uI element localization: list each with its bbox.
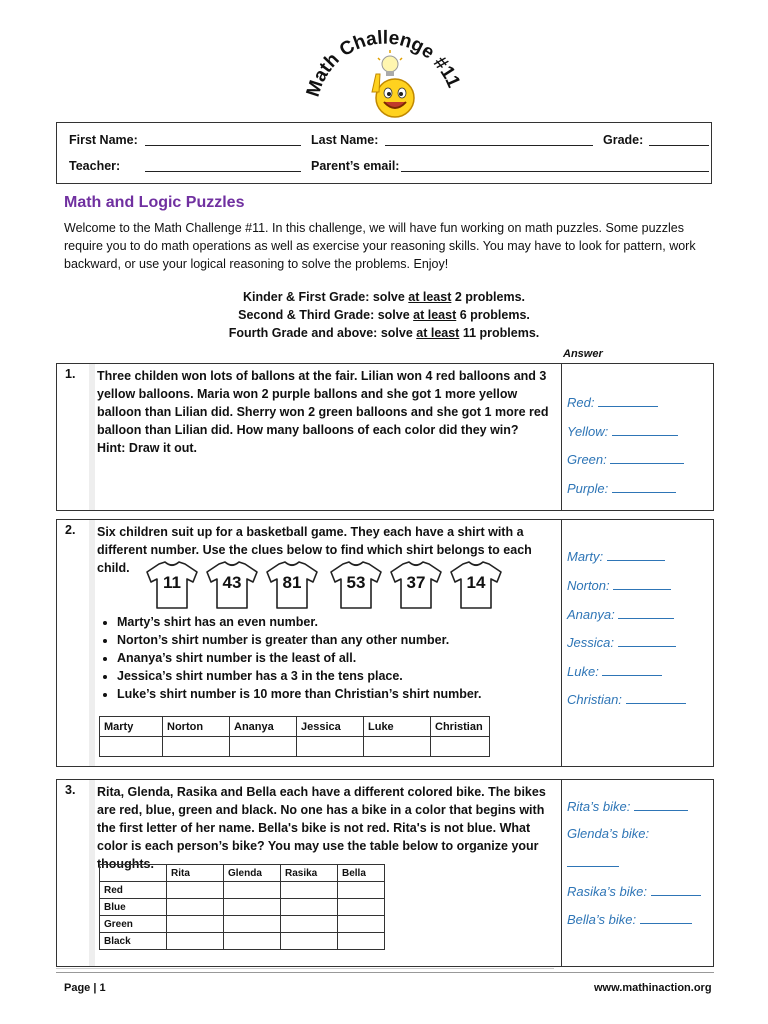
answer-marty[interactable]: Marty: [567, 548, 665, 564]
bike-logic-table [99, 864, 385, 950]
table-cell[interactable] [163, 737, 230, 757]
shirt-answer-table [99, 716, 490, 757]
table-cell[interactable] [167, 899, 224, 916]
jersey-number: 43 [222, 573, 242, 592]
jersey-number: 14 [466, 573, 486, 592]
table-row [100, 933, 385, 950]
answer-red[interactable]: Red: [567, 394, 658, 410]
table-header: Luke [364, 717, 431, 737]
answer-norton[interactable]: Norton: [567, 577, 671, 593]
student-info-box [56, 122, 712, 184]
jersey-shirt [449, 560, 503, 610]
table-row [100, 882, 385, 899]
table-cell[interactable] [224, 882, 281, 899]
table-cell[interactable] [297, 737, 364, 757]
table-cell[interactable] [431, 737, 490, 757]
intro-paragraph: Welcome to the Math Challenge #11. In this challenge, we will have fun working on math puzzles. Some puzzles require you to do math operations as well as exercise your reasoning skills. You may have to look for pattern, work backward, or use your logical reasoning to solve the problems. Enjoy! [64, 221, 696, 271]
question-3-number: 3. [65, 783, 76, 797]
table-cell[interactable] [167, 916, 224, 933]
table-header: Bella [338, 865, 385, 882]
footer-divider [56, 972, 714, 973]
answer-purple[interactable]: Purple: [567, 480, 676, 496]
jersey-shirt [329, 560, 383, 610]
table-cell[interactable] [338, 882, 385, 899]
table-row [100, 865, 385, 882]
clue-item: • Ananya’s shirt number is the least of all. [117, 649, 577, 667]
answer-glenda-bike[interactable]: Glenda’s bike: [567, 826, 650, 841]
answer-ananya[interactable]: Ananya: [567, 606, 674, 622]
table-cell[interactable] [338, 933, 385, 950]
table-cell[interactable] [281, 882, 338, 899]
row-label: Blue [100, 899, 167, 916]
question-1-number: 1. [65, 367, 76, 381]
answer-bella-bike[interactable]: Bella’s bike: [567, 911, 692, 927]
question-1-hint: Hint: Draw it out. [97, 441, 197, 455]
table-header: Christian [431, 717, 490, 737]
table-row [100, 737, 490, 757]
question-1-box [56, 363, 714, 511]
jersey-shirt [389, 560, 443, 610]
grade-label: Grade: [603, 133, 644, 147]
first-name-label: First Name: [69, 133, 138, 147]
section-title: Math and Logic Puzzles [64, 194, 245, 211]
clue-item: • Norton’s shirt number is greater than any other number. [117, 631, 577, 649]
table-cell[interactable] [281, 933, 338, 950]
jersey-number: 53 [346, 573, 366, 592]
table-row [100, 916, 385, 933]
table-cell[interactable] [167, 933, 224, 950]
answer-rita-bike[interactable]: Rita’s bike: [567, 798, 688, 814]
table-header: Jessica [297, 717, 364, 737]
table-cell[interactable] [224, 899, 281, 916]
answer-jessica[interactable]: Jessica: [567, 634, 676, 650]
answer-rasika-bike[interactable]: Rasika’s bike: [567, 883, 701, 899]
last-name-label: Last Name: [311, 133, 379, 147]
row-label: Green [100, 916, 167, 933]
table-cell[interactable] [224, 916, 281, 933]
answer-luke[interactable]: Luke: [567, 663, 662, 679]
clue-item: • Jessica’s shirt number has a 3 in the tens place. [117, 667, 577, 685]
page-number: Page | 1 [64, 982, 106, 994]
table-header: Rasika [281, 865, 338, 882]
website-url[interactable]: www.mathinaction.org [594, 982, 712, 994]
teacher-label: Teacher: [69, 159, 121, 173]
table-row [100, 899, 385, 916]
table-corner-cell [100, 865, 167, 882]
question-3-box [56, 779, 714, 967]
clue-item: • Marty’s shirt has an even number. [117, 613, 577, 631]
table-header: Rita [167, 865, 224, 882]
row-label: Black [100, 933, 167, 950]
parent-email-label: Parent’s email: [311, 159, 400, 173]
table-cell[interactable] [364, 737, 431, 757]
answer-christian[interactable]: Christian: [567, 691, 686, 707]
jersey-number: 37 [406, 573, 426, 592]
question-2-number: 2. [65, 523, 76, 537]
answer-green[interactable]: Green: [567, 451, 684, 467]
question-2-text: Six children suit up for a basketball game. They each have a shirt with a different number. Use the clues below to find which shirt belongs to each child. [97, 525, 532, 575]
jersey-number: 11 [163, 573, 181, 592]
table-header: Glenda [224, 865, 281, 882]
table-row [100, 717, 490, 737]
answer-glenda-bike-line[interactable] [567, 854, 619, 870]
jersey-shirt [265, 560, 319, 610]
table-header: Norton [163, 717, 230, 737]
table-cell[interactable] [167, 882, 224, 899]
table-header: Ananya [230, 717, 297, 737]
table-header: Marty [100, 717, 163, 737]
clue-list [97, 613, 577, 703]
question-1-text: Three childen won lots of ballons at the fair. Lilian won 4 red balloons and 3 yellow balloons. Maria won 2 purple ballons and she got 1 more yellow balloon than Lilian did. Sherry won 2 green balloons and she got 1 more red balloon than Lilian did. How many balloons of each color did they win? Hint: Draw it out. [97, 367, 553, 457]
math-challenge-logo [300, 22, 470, 132]
footer-divider-light [56, 968, 554, 969]
clue-item: • Luke’s shirt number is 10 more than Christian’s shirt number. [117, 685, 577, 703]
jersey-number: 81 [282, 573, 302, 592]
requirement-3: Fourth Grade and above: solve at least 11 problems. [228, 326, 540, 340]
table-cell[interactable] [338, 916, 385, 933]
table-cell[interactable] [224, 933, 281, 950]
jersey-shirt [205, 560, 259, 610]
question-3-text: Rita, Glenda, Rasika and Bella each have a different colored bike. The bikes are red, blue, green and black. No one has a bike in a color that begins with the first letter of her name. Bella's bike is not red. Rita's is not blue. What color is each person’s bike? You may use the table below to organize your thoughts. [97, 785, 546, 871]
requirement-1: Kinder & First Grade: solve at least 2 problems. [242, 290, 526, 304]
row-label: Red [100, 882, 167, 899]
question-2-box [56, 519, 714, 767]
table-cell[interactable] [281, 916, 338, 933]
table-cell[interactable] [338, 899, 385, 916]
requirement-2: Second & Third Grade: solve at least 6 problems. [238, 308, 530, 322]
answer-yellow[interactable]: Yellow: [567, 423, 678, 439]
table-cell[interactable] [100, 737, 163, 757]
answer-column-label: Answer [563, 348, 603, 360]
table-cell[interactable] [230, 737, 297, 757]
jersey-shirt [145, 560, 199, 610]
svg-text:Math Challenge #11: Math Challenge #11 [302, 27, 464, 100]
table-cell[interactable] [281, 899, 338, 916]
